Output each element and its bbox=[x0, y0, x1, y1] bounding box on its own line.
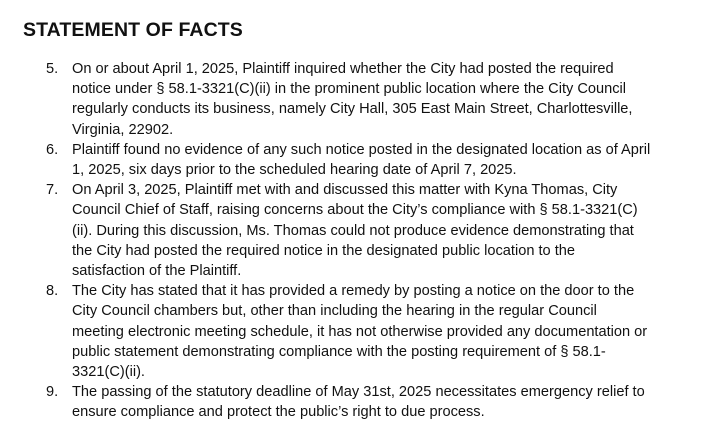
section-heading: STATEMENT OF FACTS bbox=[23, 19, 243, 41]
fact-number: 5. bbox=[46, 61, 59, 77]
list-item bbox=[0, 59, 652, 140]
facts-list bbox=[0, 59, 701, 423]
list-item bbox=[0, 281, 652, 382]
list-item bbox=[0, 180, 652, 281]
fact-text: On or about April 1, 2025, Plaintiff inquired whether the City had posted the required notice under § 58.1-3321(C)(ii) in the prominent public location where the City Council regularly conducts its business, namely City Hall, 305 East Main Street, Charlottesville, Virginia, 22902. bbox=[72, 61, 633, 138]
fact-text: Plaintiff found no evidence of any such notice posted in the designated location as of April 1, 2025, six days prior to the scheduled hearing date of April 7, 2025. bbox=[72, 141, 651, 179]
fact-number: 6. bbox=[46, 141, 59, 158]
list-item bbox=[0, 140, 652, 180]
list-item bbox=[0, 382, 652, 422]
fact-number: 8. bbox=[46, 283, 59, 300]
fact-text: On April 3, 2025, Plaintiff met with and discussed this matter with Kyna Thomas, City Council Chief of Staff, raising concerns about the City’s compliance with § 58.1-3321(C)(ii). During this discussion, Ms. Thomas could not produce evidence demonstrating that the City had posted the required notice in the designated public location to the satisfaction of the Plaintiff. bbox=[72, 182, 638, 280]
fact-number: 7. bbox=[46, 182, 59, 199]
fact-text: The City has stated that it has provided a remedy by posting a notice on the door to the City Council chambers but, other than including the hearing in the regular Council meeting electronic meeting schedule, it has not otherwise provided any documentation or public statement demonstrating compliance with the posting requirement of § 58.1-3321(C)(ii). bbox=[72, 283, 648, 381]
fact-text: The passing of the statutory deadline of May 31st, 2025 necessitates emergency relief to ensure compliance and protect the public’s right to due process. bbox=[72, 384, 645, 421]
fact-number: 9. bbox=[46, 384, 59, 401]
